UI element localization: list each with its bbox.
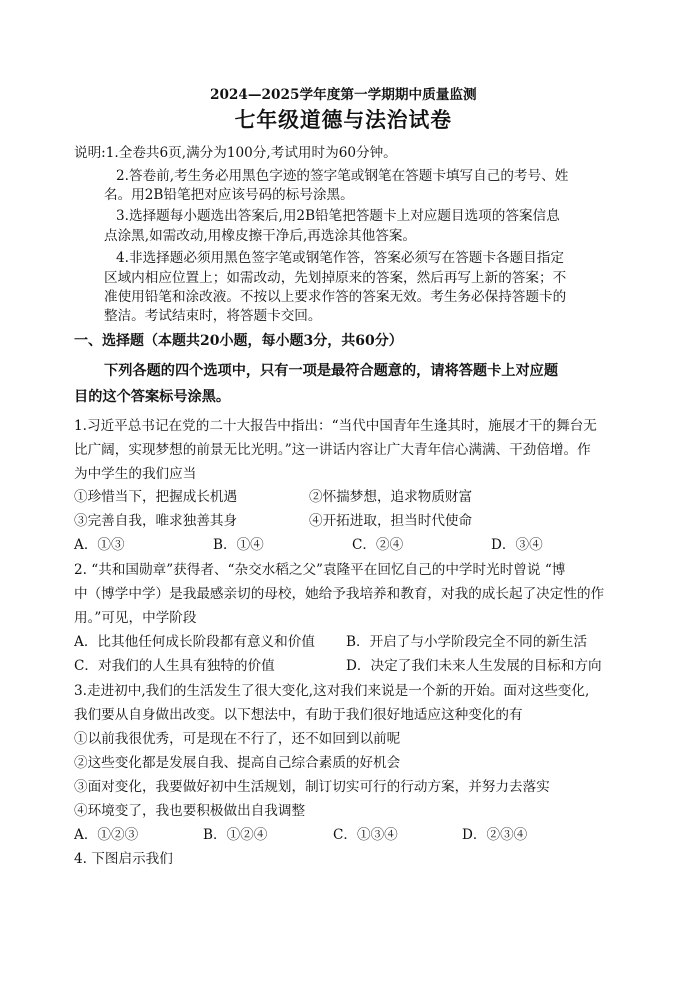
instruction-4-cont2: 准使用铅笔和涂改液。不按以上要求作答的答案无效。考生务必保持答题卡的 (104, 289, 567, 305)
q1-option-c: C．②④ (352, 537, 404, 553)
q1-statement-4: ④开拓进取，担当时代使命 (309, 513, 473, 529)
q2-stem-1: 2. “共和国勋章”获得者、“杂交水稻之父”袁隆平在回忆自己的中学时光时曾说 “博 (74, 562, 566, 578)
q1-option-b: B．①④ (213, 537, 264, 553)
q3-stem-1: 3.走进初中,我们的生活发生了很大变化,这对我们来说是一个新的开始。面对这些变化, (74, 683, 590, 699)
q3-statement-3: ③面对变化，我要做好初中生活规划，制订切实可行的行动方案，并努力去落实 (74, 779, 550, 795)
q4-stem-1: 4. 下图启示我们 (74, 851, 173, 867)
instruction-2: 2.答卷前,考生务必用黑色字迹的签字笔或钢笔在答题卡填写自己的考号、姓 (116, 168, 569, 184)
q3-option-c: C．①③④ (333, 827, 398, 843)
exam-subject: 七年级道德与法治试卷 (234, 107, 453, 132)
q2-stem-2: 中（博学中学）是我最感亲切的母校，她给予我培养和教育，对我的成长起了决定性的作 (74, 586, 605, 602)
section-intro-1: 下列各题的四个选项中，只有一项是最符合题意的，请将答题卡上对应题 (104, 363, 559, 379)
q2-option-d: D．决定了我们未来人生发展的目标和方向 (346, 658, 602, 674)
instruction-2-cont: 名。用2B铅笔把对应该号码的标号涂黑。 (104, 187, 354, 203)
exam-title: 2024—2025学年度第一学期期中质量监测 (209, 87, 477, 103)
q2-option-a: A．比其他任何成长阶段都有意义和价值 (74, 634, 315, 650)
q3-statement-4: ④环境变了，我也要积极做出自我调整 (74, 803, 306, 819)
section-intro-2: 目的这个答案标号涂黑。 (74, 389, 231, 405)
q1-stem-1: 1.习近平总书记在党的二十大报告中指出：“当代中国青年生逢其时，施展才干的舞台无 (74, 418, 597, 434)
q1-statement-3: ③完善自我，唯求独善其身 (74, 513, 238, 529)
q3-statement-1: ①以前我很优秀，可是现在不行了，还不如回到以前呢 (74, 731, 401, 747)
q3-statement-2: ②这些变化都是发展自我、提高自己综合素质的好机会 (74, 755, 401, 771)
q1-stem-2: 比广阔，实现梦想的前景无比光明。”这一讲话内容让广大青年信心满满、干劲倍增。作 (74, 442, 591, 458)
q1-option-a: A．①③ (74, 537, 125, 553)
q2-option-c: C．对我们的人生具有独特的价值 (74, 658, 275, 674)
q3-option-b: B．①②④ (203, 827, 268, 843)
q2-option-b: B．开启了与小学阶段完全不同的新生活 (346, 634, 588, 650)
instruction-4: 4.非选择题必须用黑色签字笔或钢笔作答，答案必须写在答题卡各题目指定 (116, 250, 564, 266)
q3-stem-2: 我们要从自身做出改变。以下想法中，有助于我们很好地适应这种变化的有 (74, 707, 523, 723)
instruction-4-cont1: 区域内相应位置上；如需改动，先划掉原来的答案，然后再写上新的答案；不 (104, 270, 567, 286)
instruction-3: 3.选择题每小题选出答案后,用2B铅笔把答题卡上对应题目选项的答案信息 (116, 208, 560, 224)
q1-option-d: D．③④ (491, 537, 543, 553)
q1-statement-1: ①珍惜当下，把握成长机遇 (74, 489, 238, 505)
instruction-4-cont3: 整洁。考试结束时，将答题卡交回。 (104, 308, 322, 324)
q1-statement-2: ②怀揣梦想，追求物质财富 (309, 489, 473, 505)
instruction-3-cont: 点涂黑,如需改动,用橡皮擦干净后,再选涂其他答案。 (104, 228, 417, 244)
q2-stem-3: 用。”可见，中学阶段 (74, 610, 197, 626)
q3-option-d: D．②③④ (462, 827, 528, 843)
instruction-1: 说明:1.全卷共6页,满分为100分,考试用时为60分钟。 (74, 145, 397, 161)
q3-option-a: A．①②③ (74, 827, 139, 843)
section-heading: 一、选择题（本题共20小题，每小题3分，共60分） (74, 333, 403, 349)
q1-stem-3: 为中学生的我们应当 (74, 466, 197, 482)
